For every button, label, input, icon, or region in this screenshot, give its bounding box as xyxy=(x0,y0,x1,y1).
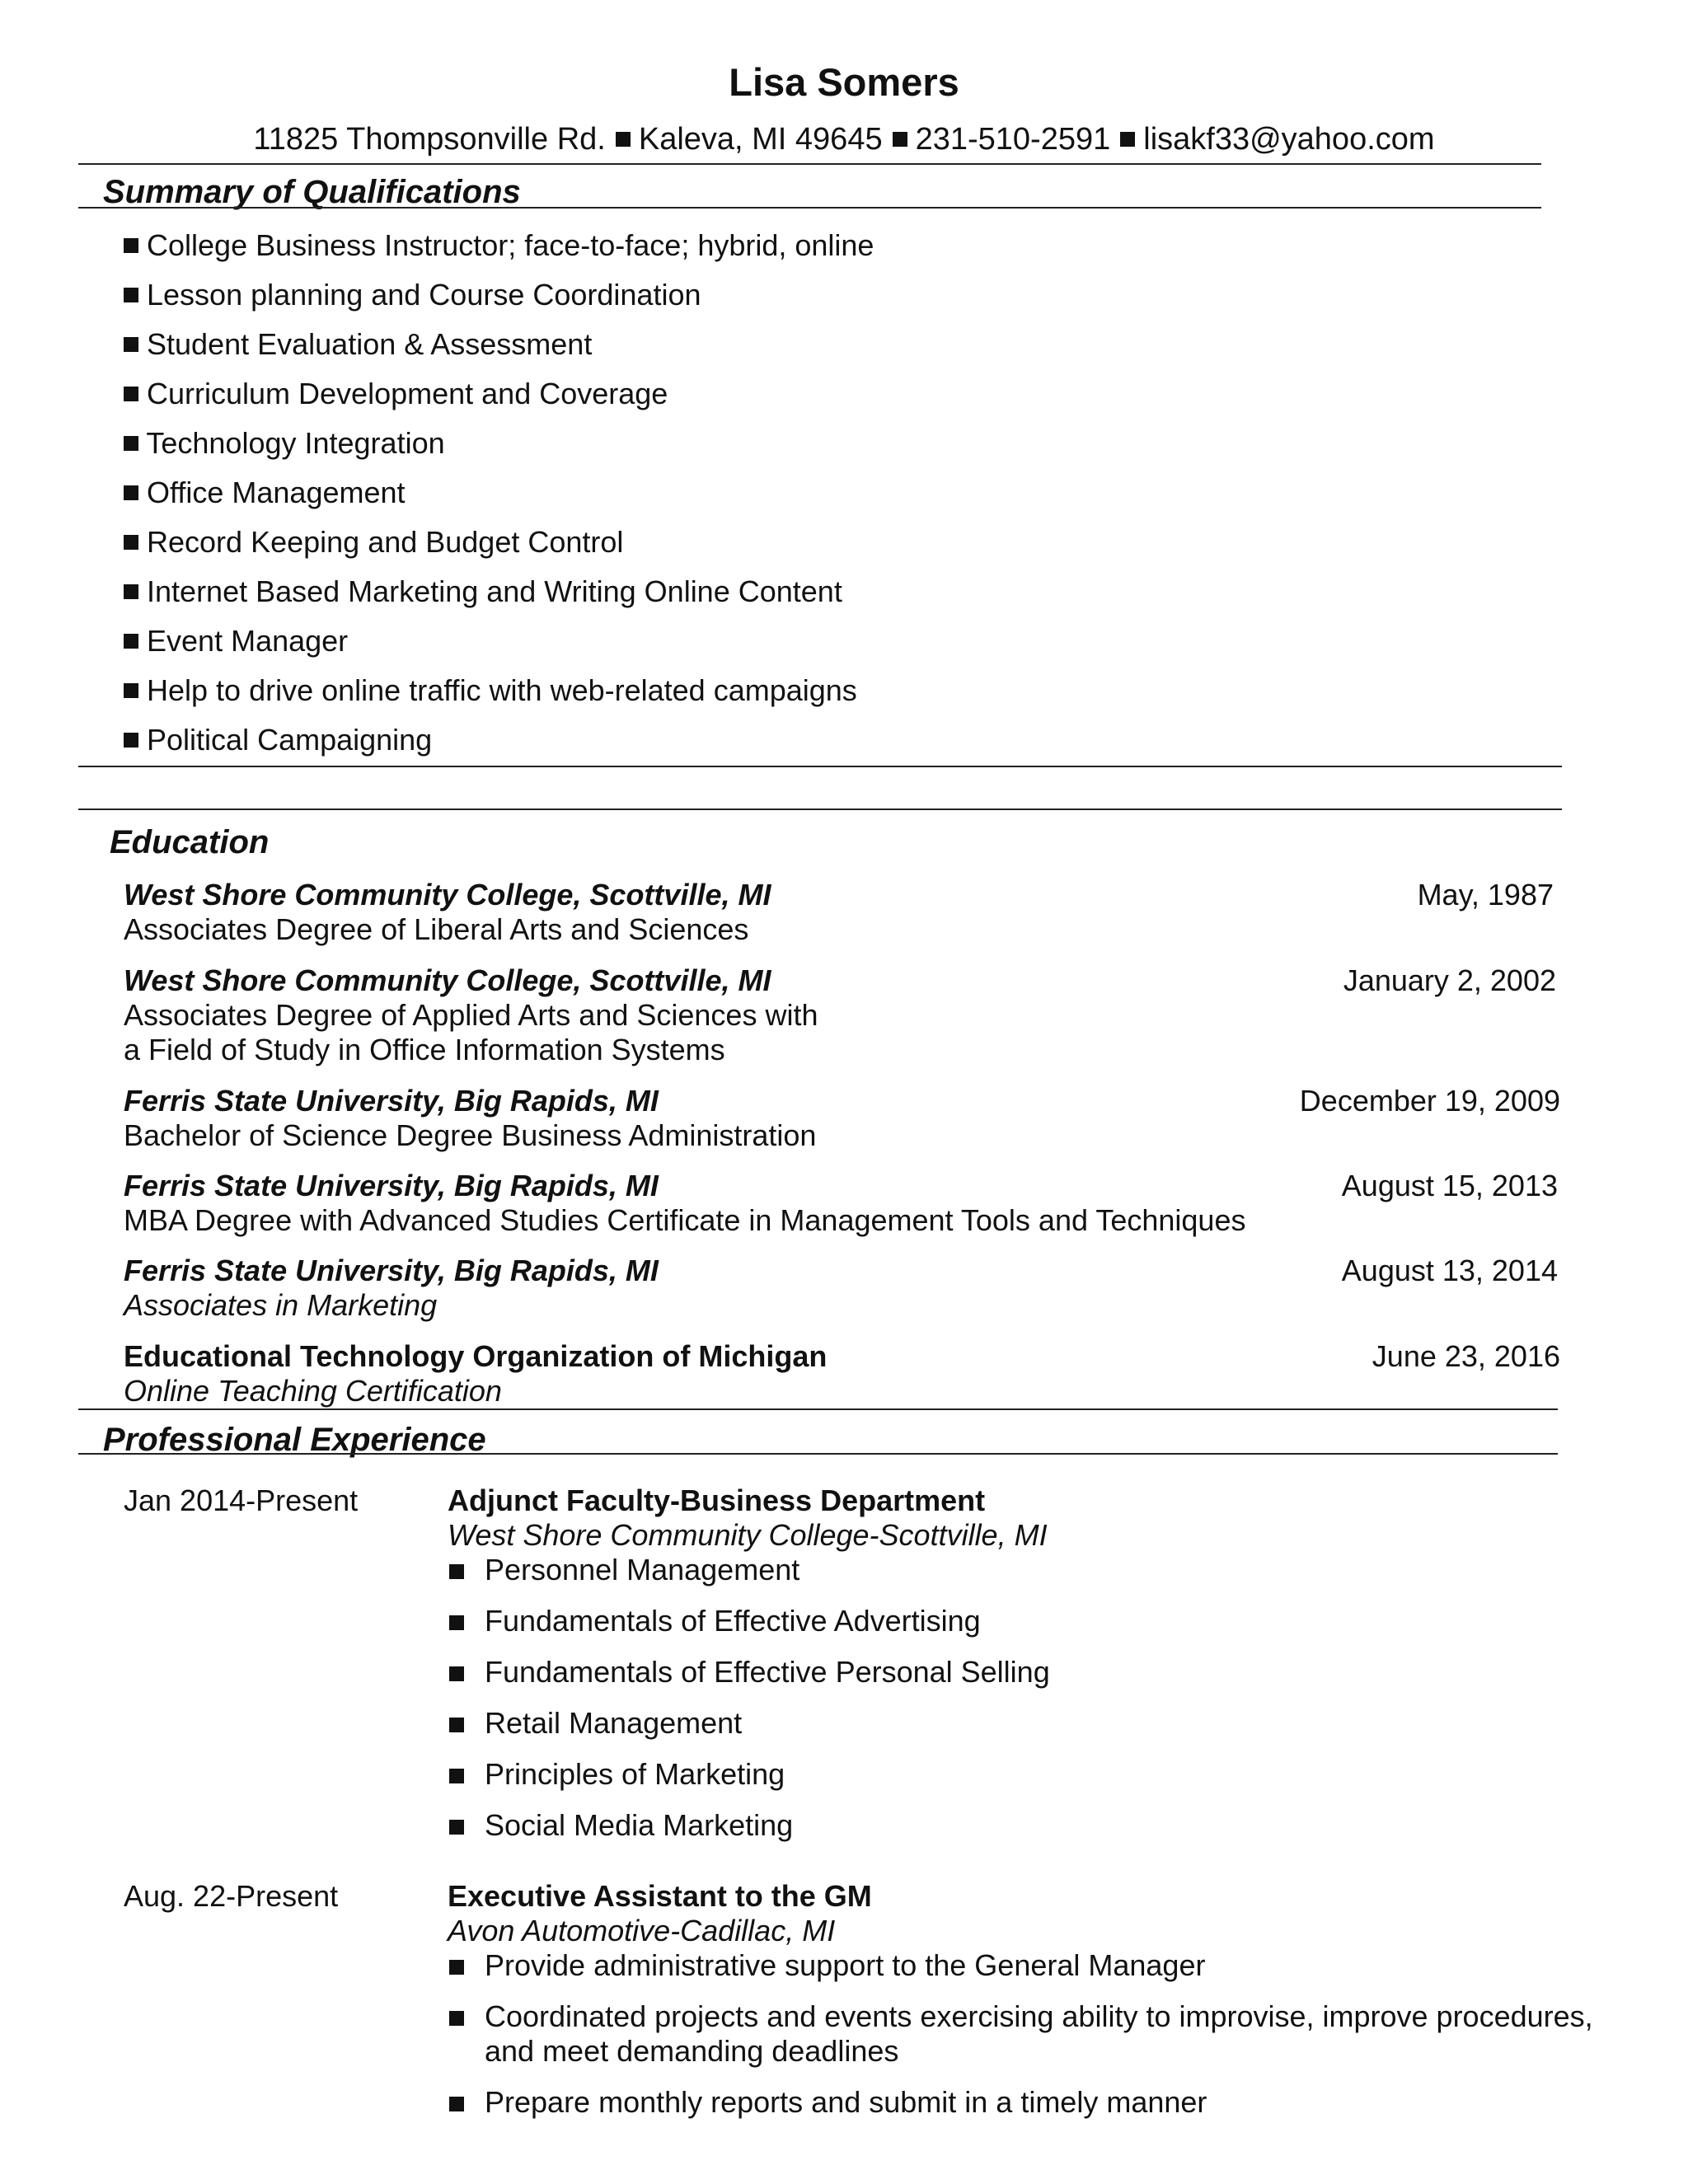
qualification-item: College Business Instructor; face-to-face; hybrid, online xyxy=(124,228,874,263)
education-degree: a Field of Study in Office Information Systems xyxy=(124,1033,725,1066)
job-dates: Aug. 22-Present xyxy=(124,1879,339,1913)
education-degree: Associates in Marketing xyxy=(124,1288,438,1322)
job-bullet: Provide administrative support to the General Manager xyxy=(485,1948,1206,1982)
education-institution: West Shore Community College, Scottville, MI xyxy=(124,878,771,912)
education-degree: Associates Degree of Liberal Arts and Sciences xyxy=(124,912,749,946)
bullet-square-icon xyxy=(449,1820,464,1835)
qualification-item: Curriculum Development and Coverage xyxy=(124,377,668,411)
separator-square-icon xyxy=(1120,132,1135,147)
education-date: May, 1987 xyxy=(1417,878,1554,912)
divider xyxy=(78,766,1562,767)
bullet-square-icon xyxy=(124,436,138,451)
qualification-item: Student Evaluation & Assessment xyxy=(124,327,592,362)
education-institution: Ferris State University, Big Rapids, MI xyxy=(124,1084,659,1118)
education-date: June 23, 2016 xyxy=(1372,1339,1560,1373)
divider xyxy=(78,207,1541,209)
contact-address: 11825 Thompsonville Rd. xyxy=(253,122,606,157)
bullet-square-icon xyxy=(124,683,138,698)
education-institution: Ferris State University, Big Rapids, MI xyxy=(124,1254,659,1287)
experience-section-title: Professional Experience xyxy=(103,1422,486,1458)
contact-phone: 231-510-2591 xyxy=(915,122,1111,157)
education-institution: Educational Technology Organization of Michigan xyxy=(124,1339,828,1373)
education-institution: Ferris State University, Big Rapids, MI xyxy=(124,1169,659,1202)
job-bullet: Fundamentals of Effective Advertising xyxy=(485,1604,981,1638)
summary-section-title: Summary of Qualifications xyxy=(103,174,521,210)
divider xyxy=(78,1453,1558,1455)
contact-email: lisakf33@yahoo.com xyxy=(1143,122,1435,157)
bullet-square-icon xyxy=(449,1718,464,1732)
education-date: August 13, 2014 xyxy=(1341,1254,1558,1287)
bullet-square-icon xyxy=(449,2097,464,2111)
qualification-item: Office Management xyxy=(124,476,406,510)
job-bullet: Personnel Management xyxy=(485,1553,800,1586)
education-section-title: Education xyxy=(110,824,270,860)
education-degree: MBA Degree with Advanced Studies Certificate in Management Tools and Techniques xyxy=(124,1203,1246,1237)
education-degree: Online Teaching Certification xyxy=(124,1374,502,1408)
separator-square-icon xyxy=(616,132,631,147)
bullet-square-icon xyxy=(124,485,138,500)
candidate-name: Lisa Somers xyxy=(729,60,959,104)
job-dates: Jan 2014-Present xyxy=(124,1483,359,1517)
divider xyxy=(78,163,1541,165)
divider xyxy=(78,1408,1558,1410)
bullet-square-icon xyxy=(449,2011,464,2026)
qualification-item: Event Manager xyxy=(124,624,348,658)
qualification-item: Political Campaigning xyxy=(124,723,432,757)
education-institution: West Shore Community College, Scottville, MI xyxy=(124,963,771,997)
job-title: Adjunct Faculty-Business Department xyxy=(448,1483,986,1517)
job-bullet-continuation: and meet demanding deadlines xyxy=(485,2034,899,2068)
contact-line xyxy=(0,122,1688,157)
bullet-square-icon xyxy=(449,1960,464,1975)
bullet-square-icon xyxy=(449,1564,464,1579)
job-organization: West Shore Community College-Scottville, MI xyxy=(448,1518,1048,1552)
bullet-square-icon xyxy=(124,238,138,253)
bullet-square-icon xyxy=(124,387,138,401)
education-degree: Bachelor of Science Degree Business Administration xyxy=(124,1118,817,1152)
qualification-item: Internet Based Marketing and Writing Online Content xyxy=(124,574,842,609)
job-bullet: Principles of Marketing xyxy=(485,1757,785,1791)
divider xyxy=(78,808,1562,810)
qualification-item: Help to drive online traffic with web-related campaigns xyxy=(124,673,857,708)
bullet-square-icon xyxy=(449,1769,464,1783)
bullet-square-icon xyxy=(124,733,138,748)
bullet-square-icon xyxy=(449,1666,464,1681)
education-date: August 15, 2013 xyxy=(1341,1169,1558,1202)
bullet-square-icon xyxy=(449,1615,464,1630)
job-title: Executive Assistant to the GM xyxy=(448,1879,872,1913)
job-bullet: Fundamentals of Effective Personal Selling xyxy=(485,1655,1050,1689)
contact-city: Kaleva, MI 49645 xyxy=(638,122,883,157)
job-bullet: Social Media Marketing xyxy=(485,1808,794,1842)
job-bullet: Coordinated projects and events exercising ability to improvise, improve procedures, xyxy=(485,1999,1593,2033)
separator-square-icon xyxy=(893,132,907,147)
job-bullet: Prepare monthly reports and submit in a timely manner xyxy=(485,2085,1207,2119)
qualification-item: Record Keeping and Budget Control xyxy=(124,525,623,560)
education-degree: Associates Degree of Applied Arts and Sciences with xyxy=(124,998,818,1032)
qualification-item: Technology Integration xyxy=(124,426,445,461)
bullet-square-icon xyxy=(124,337,138,352)
bullet-square-icon xyxy=(124,634,138,649)
education-date: December 19, 2009 xyxy=(1299,1084,1560,1118)
job-bullet: Retail Management xyxy=(485,1706,743,1740)
education-date: January 2, 2002 xyxy=(1343,963,1556,997)
bullet-square-icon xyxy=(124,288,138,302)
bullet-square-icon xyxy=(124,535,138,550)
qualification-item: Lesson planning and Course Coordination xyxy=(124,278,701,312)
bullet-square-icon xyxy=(124,584,138,599)
job-organization: Avon Automotive-Cadillac, MI xyxy=(448,1914,836,1947)
